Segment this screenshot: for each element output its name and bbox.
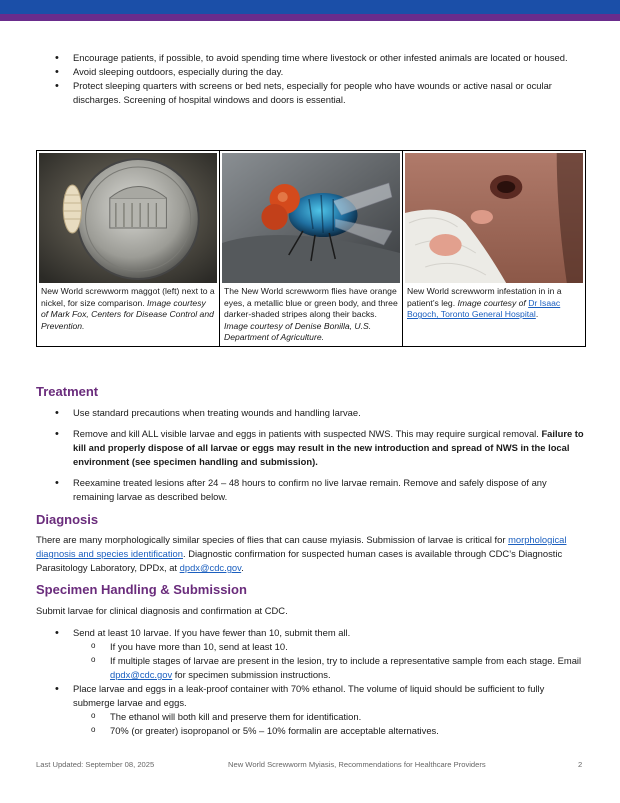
list-item <box>36 682 586 738</box>
diagnosis-text: . <box>241 562 244 573</box>
specimen-text: for specimen submission instructions. <box>174 669 331 680</box>
screwworm-fly-photo <box>222 153 400 283</box>
credit-infestation-prefix: Image courtesy of <box>457 297 526 308</box>
caption-maggot: New World screwworm maggot (left) next to a nickel, for size comparison. <box>41 286 215 308</box>
header-accent-bar <box>0 14 620 21</box>
leg-infestation-photo <box>405 153 583 283</box>
header-bar <box>0 0 620 14</box>
specimen-list <box>36 626 586 738</box>
specimen-text: Send at least 10 larvae. If you have fewer than 10, submit them all. <box>73 627 351 638</box>
specimen-heading: Specimen Handling & Submission <box>36 582 247 597</box>
specimen-intro: Submit larvae for clinical diagnosis and confirmation at CDC. <box>36 605 288 616</box>
footer-page-number: 2 <box>578 760 583 769</box>
diagnosis-text: There are many morphologically similar species of flies that can cause myiasis. Submission of larvae is critical for <box>36 534 506 545</box>
figure-table <box>36 150 586 347</box>
treatment-heading: Treatment <box>36 384 99 399</box>
sub-list-item: o 70% (or greater) isopropanol or 5% – 10% formalin are acceptable alternatives. <box>73 724 586 738</box>
caption-fly: The New World screwworm flies have orange eyes, a metallic blue or green body, and three darker-shaded stripes along their backs. <box>224 286 398 320</box>
caption-infestation: New World screwworm infestation in in a patient’s leg. <box>407 286 562 308</box>
treatment-text: Use standard precautions when treating wounds and handling larvae. <box>73 407 361 418</box>
list-item <box>36 476 586 504</box>
specimen-text: If multiple stages of larvae are present in the lesion, try to include a representative sample from each stage. Email <box>110 655 582 666</box>
credit-maggot: Image courtesy of Mark Fox, Centers for Disease Control and Prevention. <box>41 297 214 331</box>
list-item: • Avoid sleeping outdoors, especially during the day. <box>36 65 586 79</box>
treatment-text: Reexamine treated lesions after 24 – 48 hours to confirm no live larvae remain. Remove and safely dispose of any remaining larvae as described below. <box>73 477 547 502</box>
dpdx-email-link[interactable]: dpdx@cdc.gov <box>179 562 242 573</box>
treatment-warning: Failure to kill and properly dispose of all larvae or eggs may result in the new introduction and spread of NWS in the local environment (see specimen handling and submission). <box>73 428 584 467</box>
credit-fly: Image courtesy of Denise Bonilla, U.S. Department of Agriculture. <box>224 320 372 343</box>
list-item: • Encourage patients, if possible, to avoid spending time where livestock or other infested animals are located or housed. <box>36 51 586 65</box>
footer-title: New World Screwworm Myiasis, Recommendations for Healthcare Providers <box>228 760 486 769</box>
list-item <box>36 406 586 420</box>
maggot-nickel-photo <box>39 153 217 283</box>
bogoch-credit-link[interactable]: Dr Isaac Bogoch, Toronto General Hospital <box>407 297 561 320</box>
diagnosis-heading: Diagnosis <box>36 512 99 527</box>
list-item <box>36 427 586 469</box>
diagnosis-text: . Diagnostic confirmation for suspected human cases is available through CDC’s Diagnostic Parasitology Laboratory, DPDx, at <box>36 548 563 573</box>
sub-list-item: o The ethanol will both kill and preserve them for identification. <box>73 710 586 724</box>
footer-updated: Last Updated: September 08, 2025 <box>36 760 155 769</box>
list-item: • Protect sleeping quarters with screens or bed nets, especially for people who have wounds or active nasal or ocular discharges. Screening of hospital windows and doors is essential. <box>36 79 586 107</box>
sub-list-item <box>73 654 586 682</box>
treatment-text: Remove and kill ALL visible larvae and eggs in patients with suspected NWS. This may require surgical removal. <box>73 428 539 439</box>
morphological-diagnosis-link[interactable]: morphological diagnosis and species identification <box>36 534 567 559</box>
diagnosis-paragraph <box>36 533 588 575</box>
dpdx-email-link-2[interactable]: dpdx@cdc.gov <box>110 669 173 680</box>
figure-cell-maggot <box>37 151 220 347</box>
figure-cell-fly <box>220 151 403 347</box>
treatment-list <box>36 406 586 504</box>
prevention-list <box>36 51 586 107</box>
figure-cell-infestation: New World screwworm infestation in in a patient’s leg. Image courtesy of Dr Isaac Bogoch, Toronto General Hospital. <box>403 151 586 347</box>
list-item <box>36 626 586 682</box>
sub-list-item: o If you have more than 10, send at least 10. <box>73 640 586 654</box>
specimen-text: Place larvae and eggs in a leak-proof container with 70% ethanol. The volume of liquid should be sufficient to fully submerge larvae and eggs. <box>73 683 545 708</box>
